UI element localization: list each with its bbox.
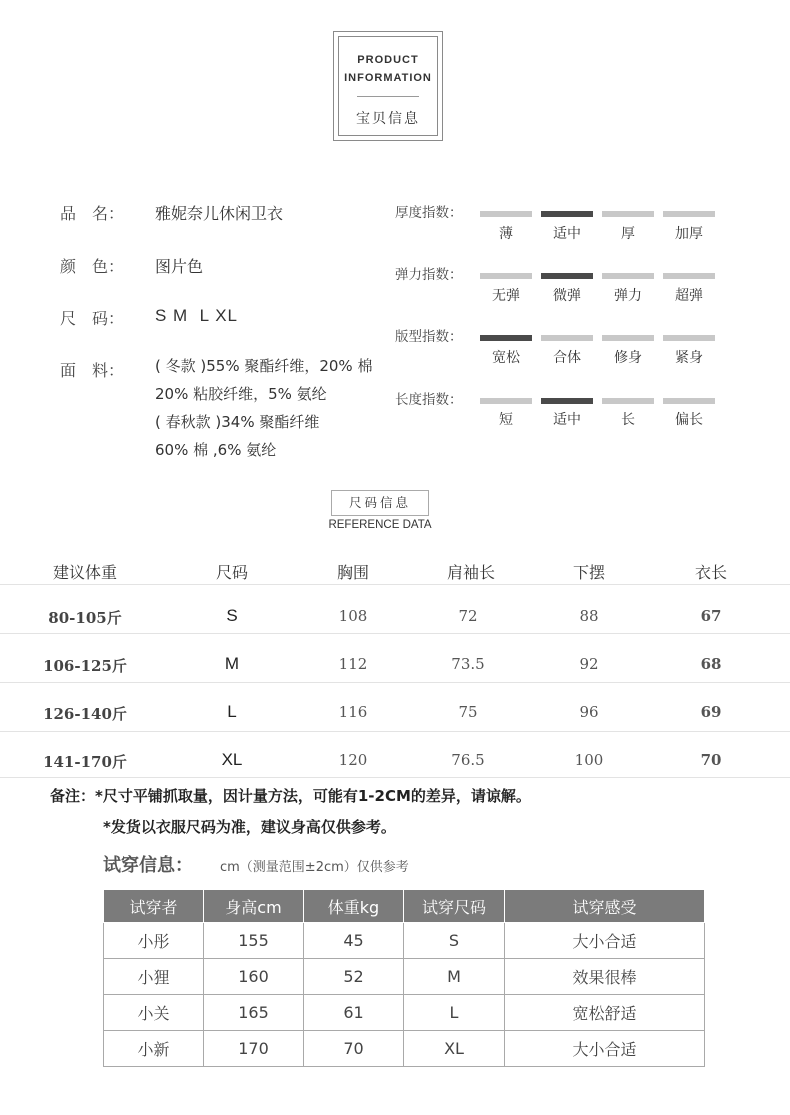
row-divider (0, 682, 790, 683)
product-info-badge-inner (338, 36, 438, 136)
hem-cell: 88 (579, 607, 599, 625)
sleeve-cell: 75 (458, 703, 478, 721)
size-value: S M L XL (155, 306, 239, 325)
size-table-header: 胸围 (336, 563, 369, 582)
tryon-cell: XL (404, 1031, 505, 1067)
chest-cell: 112 (338, 655, 368, 673)
index-bar (602, 273, 654, 279)
index-bar (663, 398, 715, 404)
tryon-row (104, 959, 705, 995)
row-divider (0, 777, 790, 778)
index-bar (480, 273, 532, 279)
chest-cell: 108 (338, 607, 368, 625)
tryon-cell: 170 (204, 1031, 304, 1067)
tryon-cell: 155 (204, 923, 304, 959)
index-option: 宽松 (492, 350, 520, 366)
index-bar (541, 211, 593, 217)
tryon-header-row (104, 890, 705, 923)
hem-cell: 96 (579, 703, 599, 721)
size-table-header: 肩袖长 (446, 563, 495, 582)
index-label: 长度指数： (395, 392, 463, 408)
size-weight-cell: 126-140斤 (43, 705, 127, 723)
tryon-cell: 52 (304, 959, 404, 995)
tryon-cell: 小彤 (104, 923, 204, 959)
length-cell: 68 (700, 655, 722, 673)
fabric-line: ( 冬款 )55% 聚酯纤维，20% 棉 (155, 357, 373, 375)
row-divider (0, 731, 790, 732)
sleeve-cell: 73.5 (451, 655, 485, 673)
badge-title-en-2: INFORMATION (344, 72, 432, 84)
index-option: 修身 (614, 350, 642, 366)
index-option: 合体 (553, 350, 581, 366)
size-cell: M (224, 654, 240, 673)
size-weight-cell: 80-105斤 (48, 609, 122, 627)
size-cell: XL (221, 750, 243, 769)
index-option: 适中 (553, 412, 581, 428)
row-divider (0, 584, 790, 585)
index-label: 版型指数： (395, 329, 463, 345)
tryon-cell: S (404, 923, 505, 959)
color-value: 图片色 (155, 257, 204, 276)
tryon-header: 身高cm (204, 890, 304, 923)
tryon-cell: 45 (304, 923, 404, 959)
tryon-cell: 160 (204, 959, 304, 995)
tryon-cell: 小新 (104, 1031, 204, 1067)
fabric-label: 面 料： (60, 361, 125, 380)
index-bar (541, 273, 593, 279)
reference-title-en: REFERENCE DATA (328, 519, 432, 531)
tryon-header: 体重kg (304, 890, 404, 923)
badge-divider (357, 96, 419, 97)
sleeve-cell: 76.5 (451, 751, 485, 769)
tryon-cell: 大小合适 (505, 923, 705, 959)
length-cell: 69 (700, 703, 722, 721)
note-line-2: *发货以衣服尺码为准，建议身高仅供参考。 (103, 818, 396, 836)
tryon-cell: 宽松舒适 (505, 995, 705, 1031)
size-cell: L (227, 702, 237, 721)
note-line-1: 备注：*尺寸平铺抓取量，因计量方法，可能有1-2CM的差异，请谅解。 (50, 787, 531, 805)
length-cell: 70 (700, 751, 722, 769)
size-weight-cell: 106-125斤 (43, 657, 127, 675)
index-bar (602, 211, 654, 217)
chest-cell: 116 (338, 703, 368, 721)
index-bar (541, 398, 593, 404)
badge-title-en-1: PRODUCT (357, 54, 419, 66)
product-name-label: 品 名： (60, 204, 125, 223)
index-option: 偏长 (675, 412, 703, 428)
index-bar (602, 398, 654, 404)
color-label: 颜 色： (60, 257, 125, 276)
index-bar (480, 398, 532, 404)
index-option: 适中 (553, 226, 581, 242)
size-table-header: 建议体重 (52, 563, 117, 582)
row-divider (0, 633, 790, 634)
index-option: 超弹 (675, 288, 703, 304)
index-bar (663, 273, 715, 279)
index-label: 厚度指数： (395, 205, 463, 221)
tryon-header: 试穿者 (104, 890, 204, 923)
tryon-row (104, 1031, 705, 1067)
index-option: 无弹 (492, 288, 520, 304)
fabric-details (155, 352, 372, 464)
tryon-subtitle: cm（测量范围±2cm）仅供参考 (220, 860, 409, 875)
badge-title-cn: 宝贝信息 (356, 111, 420, 127)
tryon-cell: L (404, 995, 505, 1031)
size-table-header: 衣长 (694, 563, 727, 582)
tryon-cell: 小狸 (104, 959, 204, 995)
sleeve-cell: 72 (458, 607, 478, 625)
tryon-cell: 小关 (104, 995, 204, 1031)
index-bar (480, 211, 532, 217)
size-cell: S (226, 606, 238, 625)
hem-cell: 92 (579, 655, 599, 673)
reference-title-box: 尺码信息 (331, 490, 429, 516)
product-info-badge (333, 31, 443, 141)
tryon-cell: 61 (304, 995, 404, 1031)
tryon-cell: M (404, 959, 505, 995)
index-bar (541, 335, 593, 341)
index-option: 短 (499, 412, 513, 428)
fabric-line: 20% 粘胶纤维，5% 氨纶 (155, 385, 327, 403)
tryon-title: 试穿信息： (103, 855, 193, 876)
fabric-line: 60% 棉 ,6% 氨纶 (155, 441, 277, 459)
tryon-cell: 70 (304, 1031, 404, 1067)
index-option: 微弹 (553, 288, 581, 304)
index-bar (663, 211, 715, 217)
tryon-header: 试穿感受 (505, 890, 705, 923)
product-name-value: 雅妮奈儿休闲卫衣 (155, 204, 284, 223)
index-bar (480, 335, 532, 341)
length-cell: 67 (700, 607, 722, 625)
chest-cell: 120 (338, 751, 368, 769)
tryon-header: 试穿尺码 (404, 890, 505, 923)
index-label: 弹力指数： (395, 267, 463, 283)
size-weight-cell: 141-170斤 (43, 753, 127, 771)
index-option: 薄 (499, 226, 513, 242)
tryon-row (104, 923, 705, 959)
index-option: 紧身 (675, 350, 703, 366)
size-table-header: 下摆 (572, 563, 605, 582)
tryon-cell: 效果很棒 (505, 959, 705, 995)
tryon-cell: 大小合适 (505, 1031, 705, 1067)
index-option: 长 (621, 412, 635, 428)
index-bar (663, 335, 715, 341)
size-table-header: 尺码 (215, 563, 248, 582)
index-bar (602, 335, 654, 341)
tryon-row (104, 995, 705, 1031)
index-option: 厚 (621, 226, 635, 242)
size-label: 尺 码： (60, 309, 125, 328)
index-option: 加厚 (675, 226, 703, 242)
tryon-cell: 165 (204, 995, 304, 1031)
tryon-table (103, 889, 705, 1067)
index-option: 弹力 (614, 288, 642, 304)
fabric-line: ( 春秋款 )34% 聚酯纤维 (155, 413, 320, 431)
hem-cell: 100 (574, 751, 604, 769)
